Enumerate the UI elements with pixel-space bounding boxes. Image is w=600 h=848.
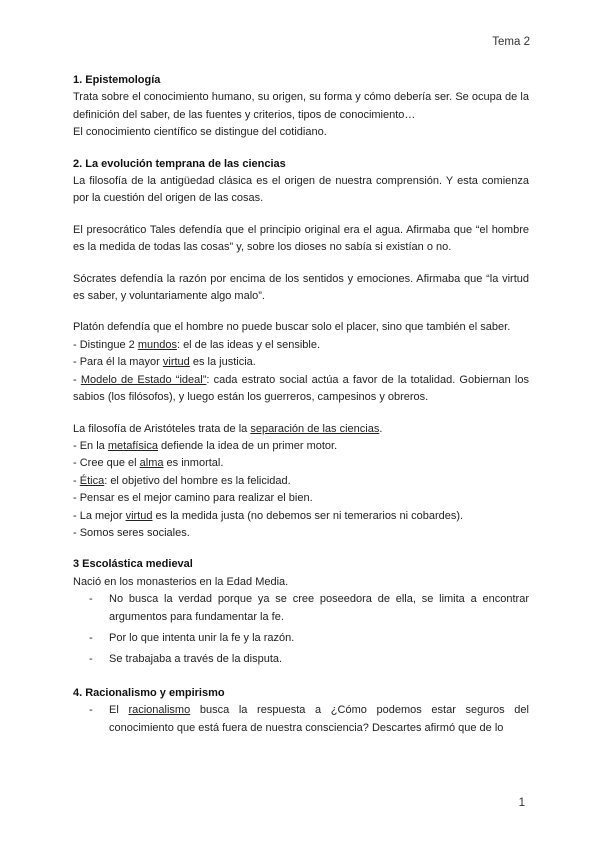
section-2-paragraph-1: La filosofía de la antigüedad clásica es el origen de nuestra comprensión. Y esta comienza por la cuestión del origen de las cosas.: [73, 175, 529, 205]
section-2-tales-paragraph: El presocrático Tales defendía que el principio original era el agua. Afirmaba que “el hombre es la medida de todas las cosas” y, sobre los dioses no sabía si existían o no.: [73, 223, 529, 254]
section-1-paragraph-2: El conocimiento científico se distingue del cotidiano.: [73, 126, 327, 139]
platon-item-estado: - Modelo de Estado “ideal”: cada estrato social actúa a favor de la totalidad. Gobiernan los sabios (los filósofos), y luego están los guerreros, campesinos y obreros.: [73, 373, 529, 404]
page-number: 1: [518, 797, 525, 809]
dash-bullet: -: [89, 631, 93, 644]
section-3-item-3: - Se trabajaba a través de la disputa.: [73, 651, 529, 668]
aristoteles-item-sociales: - Somos seres sociales.: [73, 526, 190, 539]
page-header-topic: Tema 2: [492, 36, 530, 48]
section-4-item-1: - El racionalismo busca la respuesta a ¿Cómo podemos estar seguros del conocimiento que está fuera de nuestra consciencia? Descartes afirmó que de lo: [89, 704, 529, 734]
dash-bullet: -: [89, 653, 93, 666]
underlined-term: Modelo de Estado “ideal”: [80, 373, 207, 386]
section-4-list: [73, 702, 529, 737]
dash-bullet: -: [89, 704, 93, 717]
platon-intro: Platón defendía que el hombre no puede buscar solo el placer, sino que también el saber.: [73, 321, 511, 334]
platon-item-mundos: - Distingue 2 mundos: el de las ideas y el sensible.: [73, 338, 321, 351]
section-3-intro: Nació en los monasterios en la Edad Media.: [73, 575, 289, 588]
section-3-title: 3 Escolástica medieval: [73, 558, 193, 571]
underlined-term: separación de las ciencias: [250, 422, 380, 435]
section-3-list: [73, 591, 529, 669]
aristoteles-item-virtud: - La mejor virtud es la medida justa (no debemos ser ni temerarios ni cobardes).: [73, 509, 464, 522]
section-3-item-1: - No busca la verdad porque ya se cree poseedora de ella, se limita a encontrar argumentos para fundamentar la fe.: [89, 593, 529, 623]
platon-item-virtud: - Para él la mayor virtud es la justicia.: [73, 356, 256, 369]
aristoteles-item-metafisica: - En la metafísica defiende la idea de un primer motor.: [73, 439, 338, 452]
underlined-term: alma: [139, 457, 164, 470]
aristoteles-item-alma: - Cree que el alma es inmortal.: [73, 457, 224, 470]
aristoteles-item-pensar: - Pensar es el mejor camino para realizar el bien.: [73, 492, 313, 505]
underlined-term: virtud: [125, 509, 153, 522]
dash-bullet: -: [89, 593, 93, 606]
underlined-term: racionalismo: [128, 704, 191, 717]
document-body: [73, 72, 529, 741]
aristoteles-item-etica: - Ética: el objetivo del hombre es la felicidad.: [73, 474, 291, 487]
section-2-title: 2. La evolución temprana de las ciencias: [73, 157, 286, 170]
aristoteles-list: [73, 438, 529, 542]
aristoteles-intro: La filosofía de Aristóteles trata de la separación de las ciencias.: [73, 422, 383, 435]
section-3-item-2: - Por lo que intenta unir la fe y la razón.: [73, 630, 529, 647]
underlined-term: metafísica: [107, 439, 158, 452]
underlined-term: Ética: [79, 474, 105, 487]
section-1-title: 1. Epistemología: [73, 74, 161, 86]
section-4-title: 4. Racionalismo y empirismo: [73, 686, 225, 699]
section-1-paragraph-1: Trata sobre el conocimiento humano, su origen, su forma y cómo debería ser. Se ocupa de la definición del saber, de las fuentes y criterios, tipos de conocimiento…: [73, 91, 529, 121]
underlined-term: mundos: [137, 338, 177, 351]
section-2-socrates-paragraph: Sócrates defendía la razón por encima de los sentidos y emociones. Afirmaba que “la virtud es saber, y voluntariamente algo malo”.: [73, 272, 529, 303]
platon-list: [73, 337, 529, 407]
underlined-term: virtud: [162, 356, 190, 369]
